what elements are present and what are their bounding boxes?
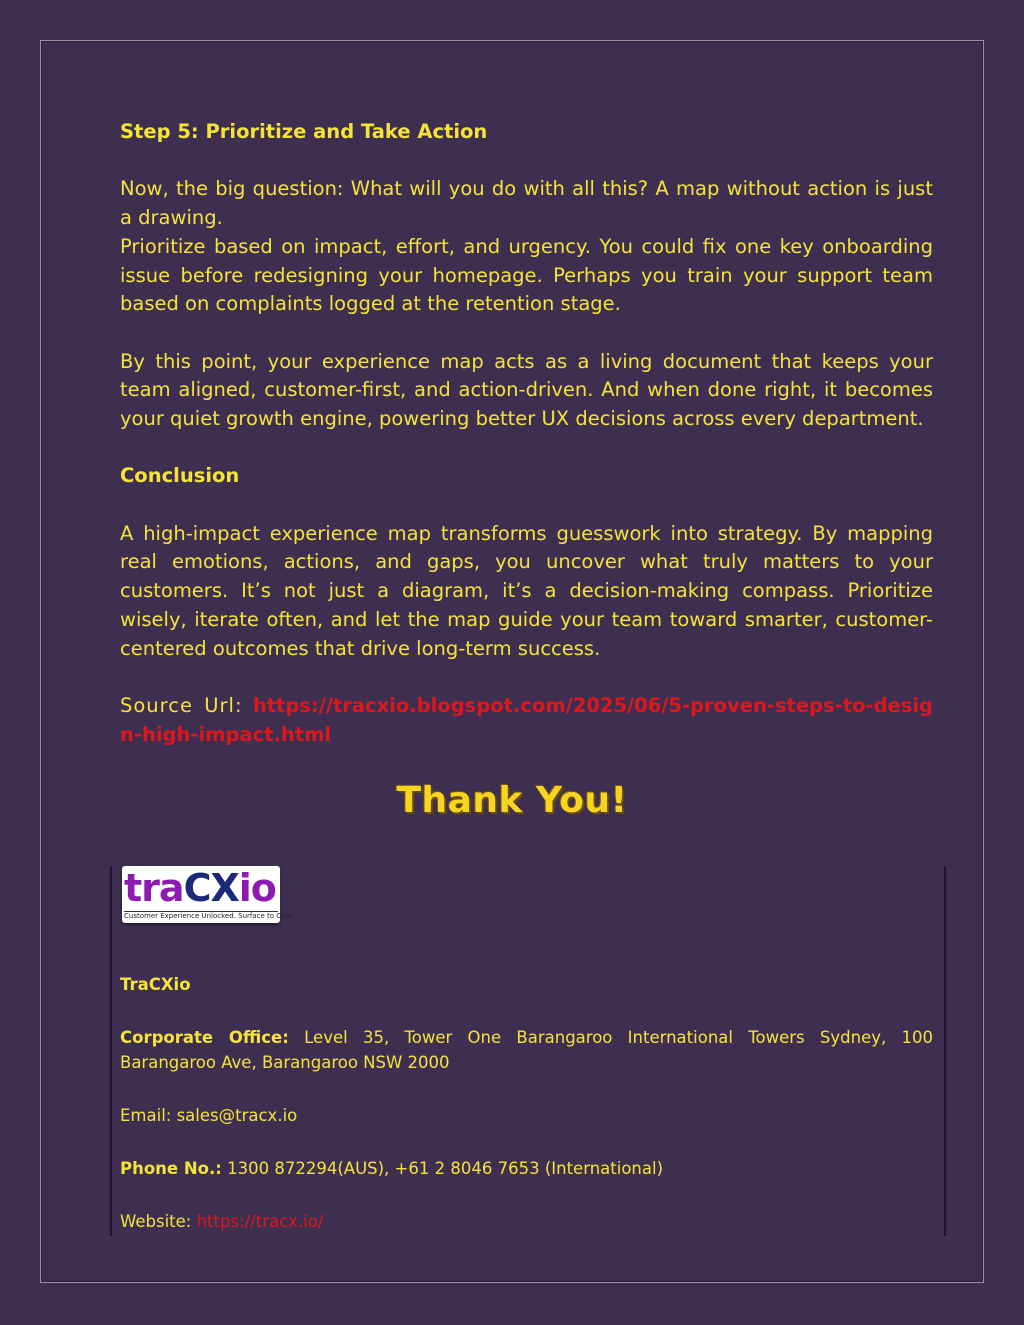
phone-label: Phone No.:	[120, 1159, 222, 1178]
step5-paragraph-3: By this point, your experience map acts as a living document that keeps your team aligned, customer-first, and action-driven. And when done right, it becomes your quiet growth engine, powering better UX decisions across every department.	[120, 349, 933, 430]
corporate-office	[120, 1025, 933, 1075]
logo-wordmark: traCXio	[124, 866, 276, 910]
company-name: TraCXio	[120, 975, 191, 994]
website-line	[120, 1209, 933, 1234]
logo-tagline: Customer Experience Unlocked. Surface to Core.	[124, 912, 295, 920]
website-link[interactable]: https://tracx.io/	[196, 1212, 324, 1231]
step5-paragraph-1: Now, the big question: What will you do with all this? A map without action is just a drawing.	[120, 177, 933, 230]
step5-heading: Step 5: Prioritize and Take Action	[120, 120, 488, 143]
source-url-link[interactable]: https://tracxio.blogspot.com/2025/06/5-proven-steps-to-design-high-impact.html	[120, 693, 934, 746]
step5-paragraph-2: Prioritize based on impact, effort, and urgency. You could fix one key onboarding issue before redesigning your homepage. Perhaps you train your support team based on complaints logged at the retention stage.	[120, 234, 933, 316]
source-line	[120, 692, 933, 749]
source-label: Source Url:	[120, 693, 243, 717]
email-line: Email: sales@tracx.io	[120, 1106, 298, 1125]
office-address: Level 35, Tower One Barangaroo International Towers Sydney, 100 Barangaroo Ave, Barangaroo NSW 2000	[120, 1028, 933, 1072]
phone-value: 1300 872294(AUS), +61 2 8046 7653 (International)	[227, 1159, 664, 1178]
conclusion-paragraph: A high-impact experience map transforms guesswork into strategy. By mapping real emotions, actions, and gaps, you uncover what truly matters to your customers. It’s not just a diagram, it’s a decision-making compass. Prioritize wisely, iterate often, and let the map guide your team toward smarter, customer-centered outcomes that drive long-term success.	[120, 521, 933, 660]
phone-line	[120, 1156, 933, 1181]
main-content	[120, 118, 933, 749]
website-label: Website:	[120, 1212, 192, 1231]
office-label: Corporate Office:	[120, 1028, 289, 1047]
conclusion-heading: Conclusion	[120, 464, 240, 488]
contact-footer	[120, 972, 933, 1234]
thank-you-heading: Thank You!	[396, 780, 628, 821]
tracxio-logo	[122, 866, 295, 923]
